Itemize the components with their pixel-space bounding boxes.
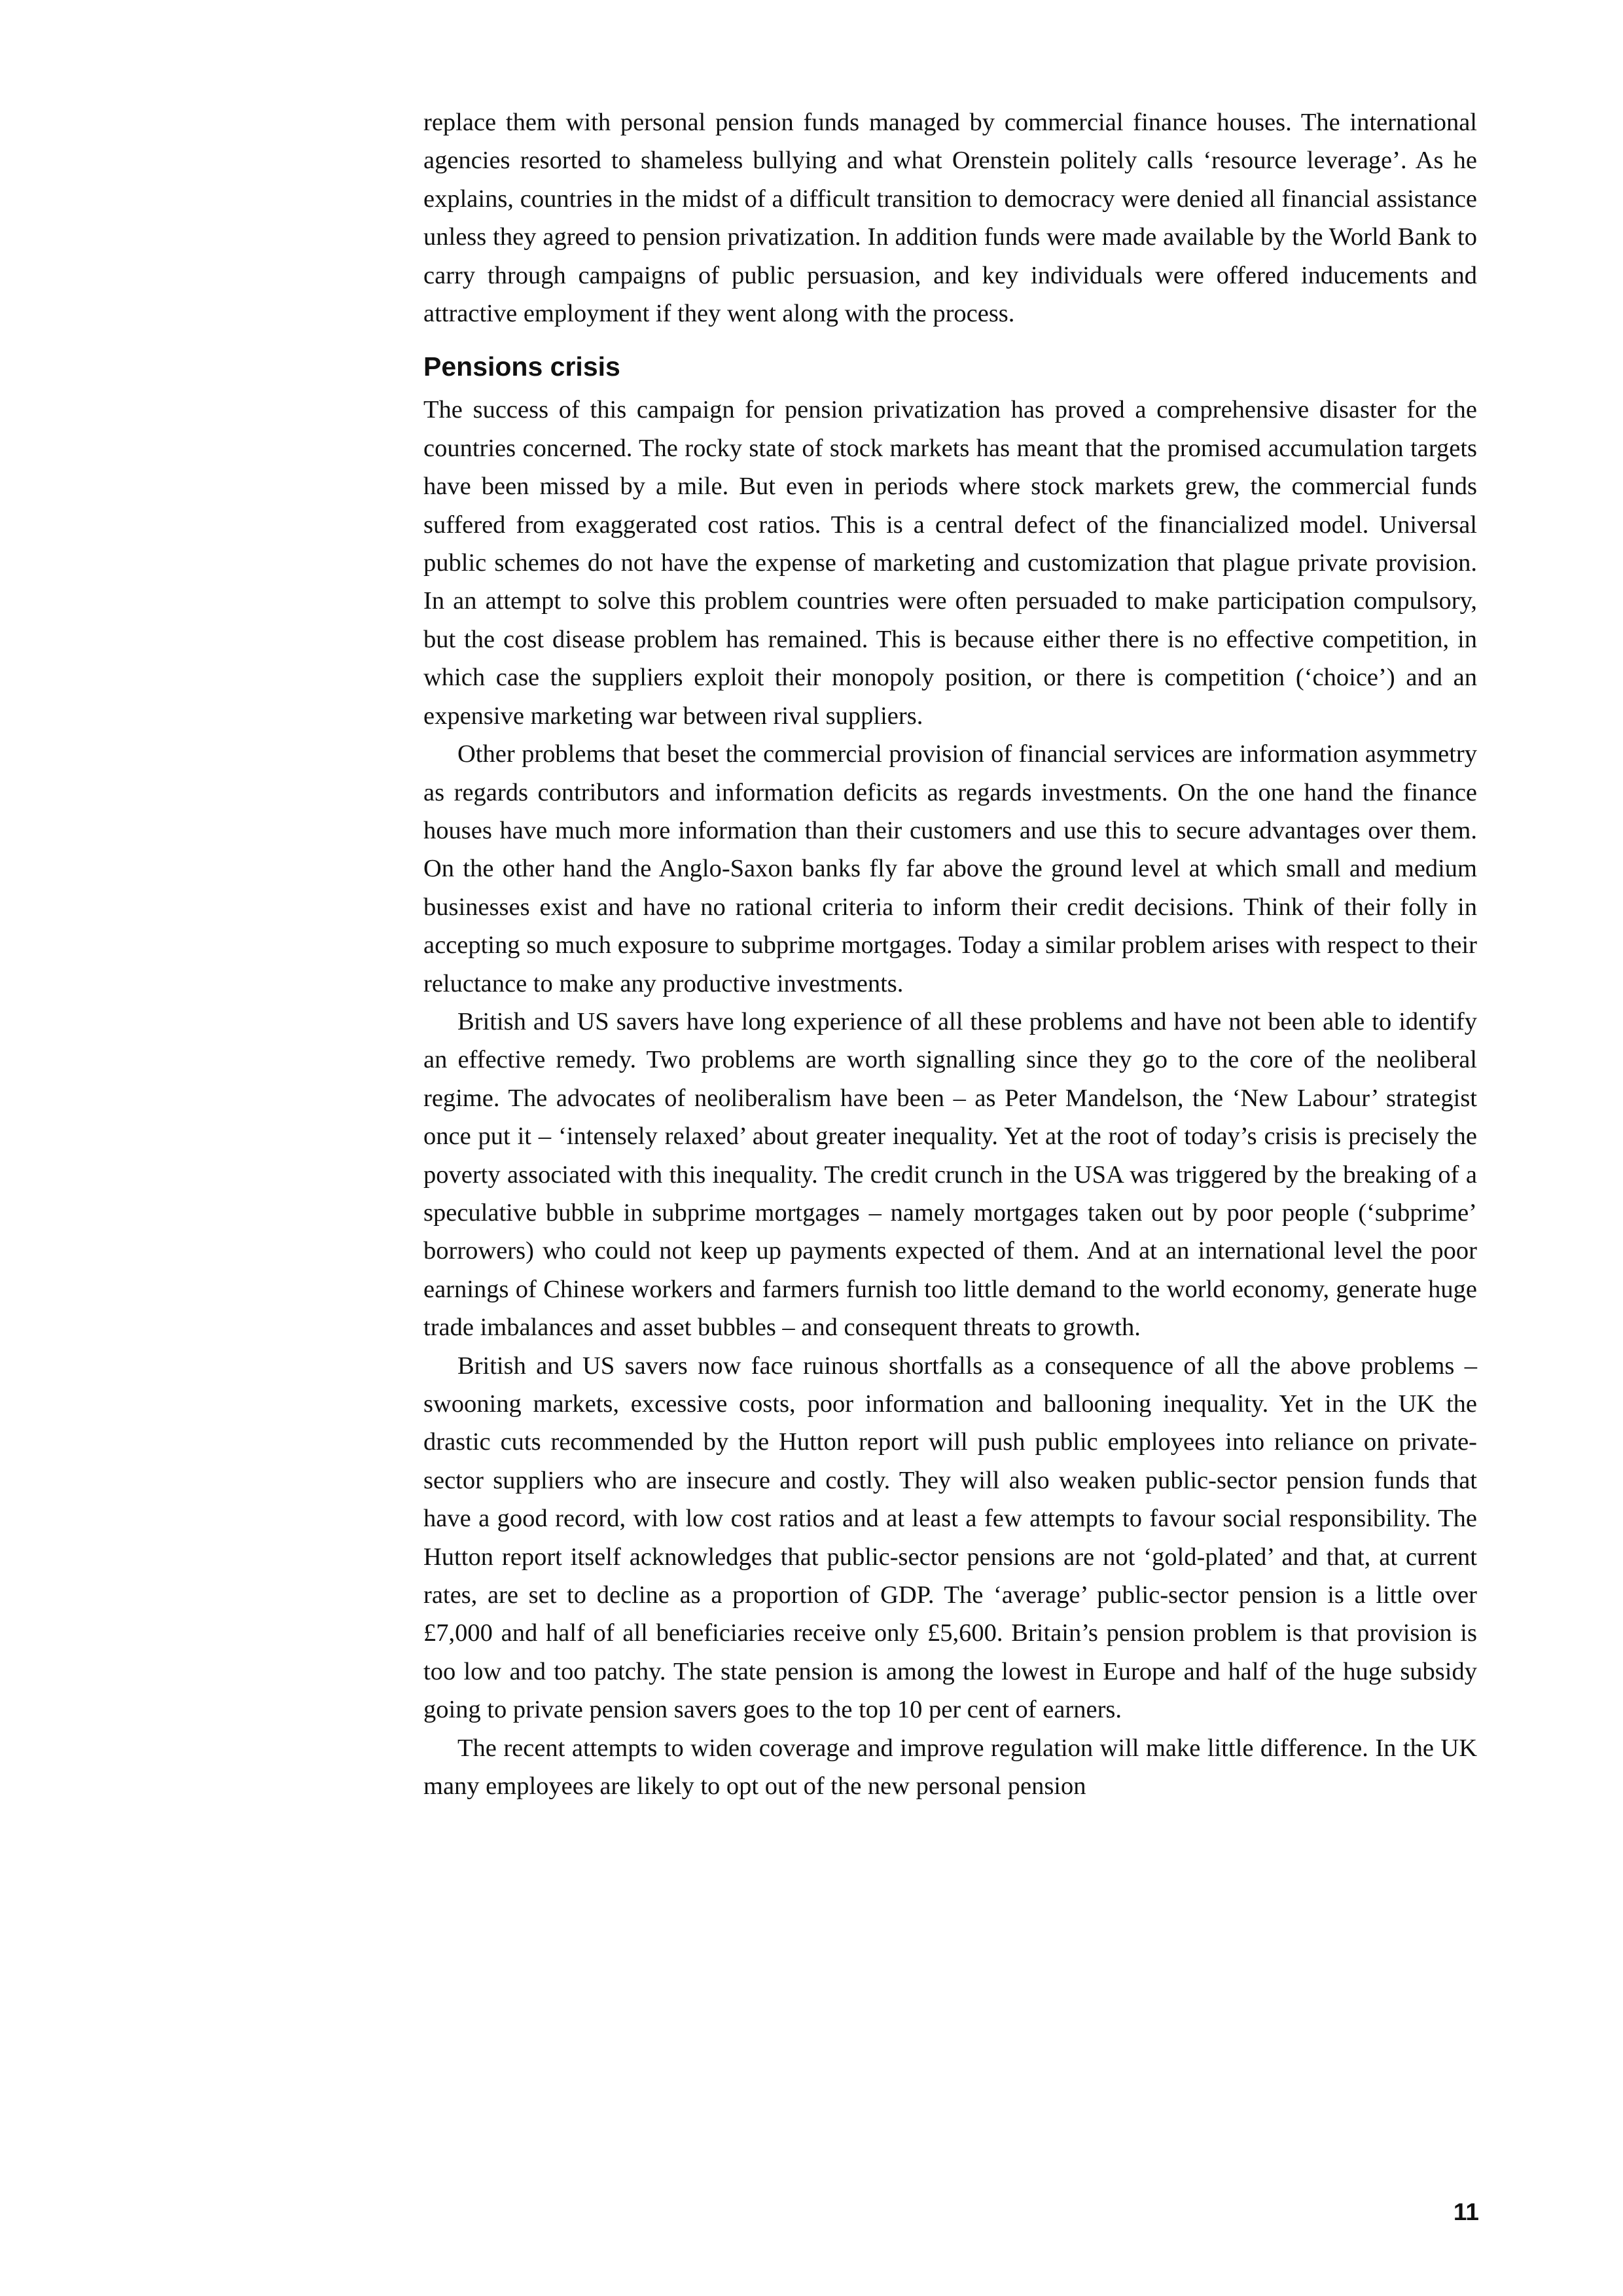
- paragraph-privatization-pressure: replace them with personal pension funds managed by commercial finance houses. The international agencies resorted to shameless bullying and what Orenstein politely calls ‘resource leverage’. As he explains, countries in the midst of a difficult transition to democracy were denied all financial assistance unless they agreed to pension privatization. In addition funds were made available by the World Bank to carry through campaigns of public persuasion, and key individuals were offered inducements and attractive employment if they went along with the process.: [423, 109, 1477, 328]
- section-heading: Pensions crisis: [423, 351, 620, 382]
- page-number: 11: [1453, 2198, 1479, 2225]
- paragraph-recent-attempts: The recent attempts to widen coverage and improve regulation will make little difference. In the UK many employees are likely to opt out of the new personal pension: [423, 1734, 1477, 1801]
- paragraph-information-asymmetry: Other problems that beset the commercial provision of financial services are information asymmetry as regards contributors and information deficits as regards investments. On the one hand the finance houses have much more information than their customers and use this to secure advantages over them. On the other hand the Anglo-Saxon banks fly far above the ground level at which small and medium businesses exist and have no rational criteria to inform their credit decisions. Think of their folly in accepting so much exposure to subprime mortgages. Today a similar problem arises with respect to their reluctance to make any productive investments.: [423, 740, 1477, 997]
- paragraph-pension-disaster: The success of this campaign for pension privatization has proved a comprehensive disaster for the countries concerned. The rocky state of stock markets has meant that the promised accumulation targets have been missed by a mile. But even in periods where stock markets grew, the commercial funds suffered from exaggerated cost ratios. This is a central defect of the financialized model. Universal public schemes do not have the expense of marketing and customization that plague private provision. In an attempt to solve this problem countries were often persuaded to make participation compulsory, but the cost disease problem has remained. This is because either there is no effective competition, in which case the suppliers exploit their monopoly position, or there is competition (‘choice’) and an expensive marketing war between rival suppliers.: [423, 396, 1477, 730]
- paragraph-ruinous-shortfalls: British and US savers now face ruinous shortfalls as a consequence of all the above problems – swooning markets, excessive costs, poor information and ballooning inequality. Yet in the UK the drastic cuts recommended by the Hutton report will push public employees into reliance on private-sector suppliers who are insecure and costly. They will also weaken public-sector pension funds that have a good record, with low cost ratios and at least a few attempts to favour social responsibility. The Hutton report itself acknowledges that public-sector pensions are not ‘gold-plated’ and that, at current rates, are set to decline as a proportion of GDP. The ‘average’ public-sector pension is a little over £7,000 and half of all beneficiaries receive only £5,600. Britain’s pension problem is that provision is too low and too patchy. The state pension is among the lowest in Europe and half of the huge subsidy going to private pension savers goes to the top 10 per cent of earners.: [423, 1352, 1477, 1724]
- paragraph-neoliberal-inequality: British and US savers have long experience of all these problems and have not been able to identify an effective remedy. Two problems are worth signalling since they go to the core of the neoliberal regime. The advocates of neoliberalism have been – as Peter Mandelson, the ‘New Labour’ strategist once put it – ‘intensely relaxed’ about greater inequality. Yet at the root of today’s crisis is precisely the poverty associated with this inequality. The credit crunch in the USA was triggered by the breaking of a speculative bubble in subprime mortgages – namely mortgages taken out by poor people (‘subprime’ borrowers) who could not keep up payments expected of them. And at an international level the poor earnings of Chinese workers and farmers furnish too little demand to the world economy, generate huge trade imbalances and asset bubbles – and consequent threats to growth.: [423, 1007, 1477, 1342]
- body-text-column: [423, 103, 1477, 1805]
